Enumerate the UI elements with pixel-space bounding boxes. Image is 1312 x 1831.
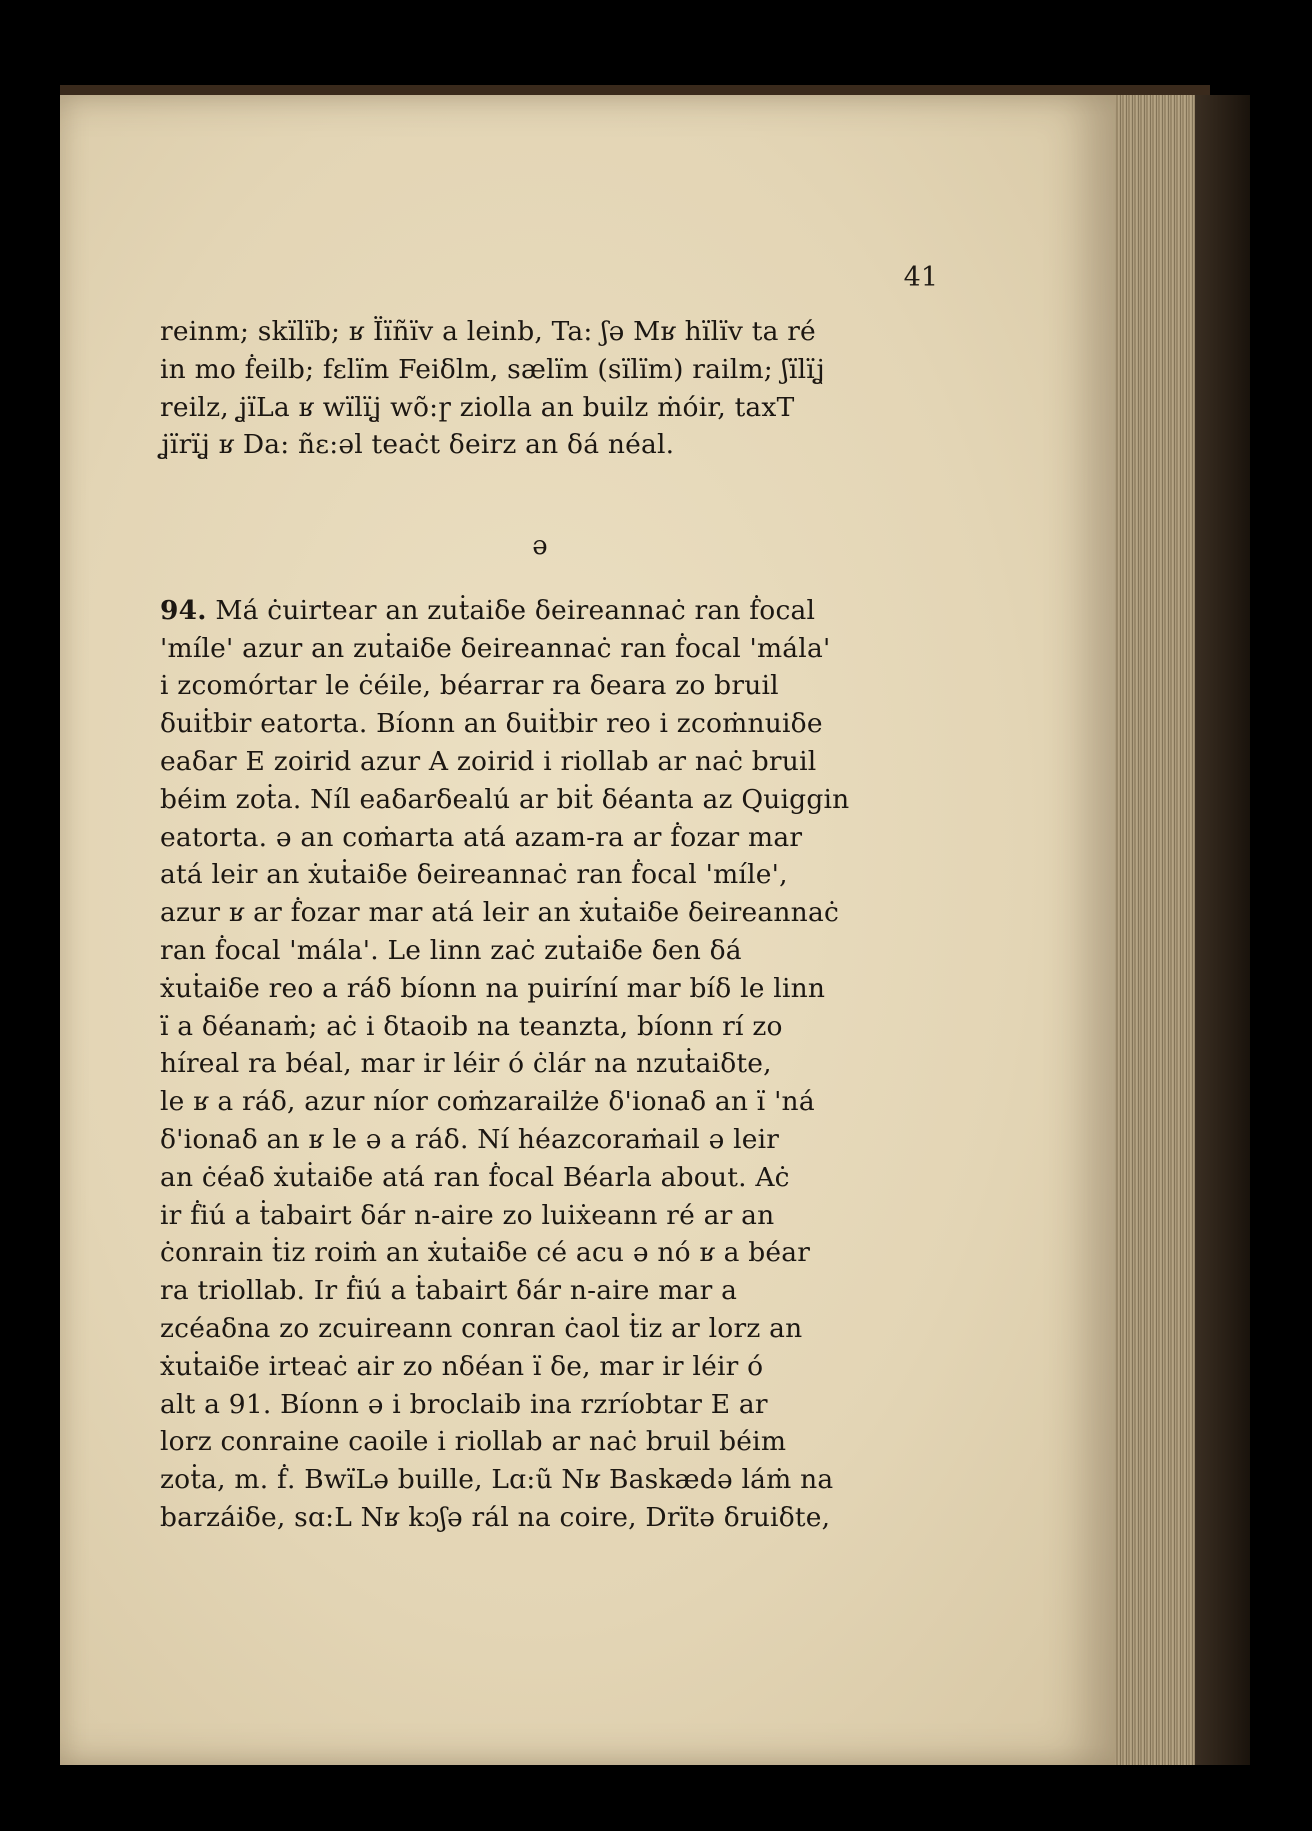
text-line: i zcomórtar le ċéile, béarrar ra δeara zo bruil bbox=[160, 670, 779, 702]
text-line: ra triollab. Ir ḟiú a ṫabairt δár n-aire mar a bbox=[160, 1275, 738, 1307]
text-line: zcéaδna zo zcuireann conran ċaol ṫiz ar lorz an bbox=[160, 1312, 803, 1344]
text-line: lorz conraine caoile i riollab ar naċ bruil béim bbox=[160, 1426, 787, 1458]
text-line: híreal ra béal, mar ir léir ó ċlár na nzuṫaiδte, bbox=[160, 1048, 772, 1080]
page-edges bbox=[1115, 95, 1195, 1765]
text-line: ẋuṫaiδe irteaċ air zo nδéan ï δe, mar ir léir ó bbox=[160, 1350, 764, 1382]
book-spine-edge bbox=[1195, 95, 1250, 1765]
text-line: atá leir an ẋuṫaiδe δeireannaċ ran ḟocal 'míle', bbox=[160, 859, 788, 891]
text-line: in mo ḟeilb; fɛlïm Feiδlm, sælïm (sïlïm) railm; ʃïlïʝ bbox=[160, 353, 825, 385]
text-line: δ'ionaδ an ʁ le ə a ráδ. Ní héazcoraṁail ə leir bbox=[160, 1123, 780, 1155]
text-line: δuiṫbir eatorta. Bíonn an δuiṫbir reo i zcoṁnuiδe bbox=[160, 708, 823, 740]
text-line: eaδar E zoirid azur A zoirid i riollab ar naċ bruil bbox=[160, 745, 817, 777]
spacer bbox=[160, 464, 920, 502]
text-line: alt a 91. Bíonn ə i broclaib ina rzríobtar E ar bbox=[160, 1388, 768, 1420]
section-first-line bbox=[160, 592, 920, 630]
text-line: reilz, ʝïLa ʁ wïlïʝ wõ:ɼ ziolla an builz ṁóir, taxT bbox=[160, 391, 795, 423]
text-line: béim zoṫa. Níl eaδarδealú ar biṫ δéanta az Quiggin bbox=[160, 783, 850, 815]
centered-symbol: ə bbox=[532, 530, 548, 561]
text-line: le ʁ a ráδ, azur níor coṁzarailże δ'ionaδ an ï 'ná bbox=[160, 1086, 815, 1118]
text-line: ï a δéanaṁ; aċ i δtaoib na teanzta, bíonn rí zo bbox=[160, 1010, 783, 1042]
text-line: ran ḟocal 'mála'. Le linn zaċ zuṫaiδe δen δá bbox=[160, 934, 742, 966]
text-line: zoṫa, m. ḟ. BwïLə buille, Lɑ:ũ Nʁ Baskædə láṁ na bbox=[160, 1464, 834, 1496]
text-line: Má ċuirtear an zuṫaiδe δeireannaċ ran ḟocal bbox=[215, 594, 816, 626]
text-block bbox=[160, 313, 920, 1537]
text-line: azur ʁ ar ḟozar mar atá leir an ẋuṫaiδe δeireannaċ bbox=[160, 897, 839, 929]
text-line: ir ḟiú a ṫabairt δár n-aire zo luiẋeann ré ar an bbox=[160, 1199, 775, 1231]
text-line: eatorta. ə an coṁarta atá azam-ra ar ḟozar mar bbox=[160, 821, 803, 853]
text-line: 'míle' azur an zuṫaiδe δeireannaċ ran ḟocal 'mála' bbox=[160, 632, 831, 664]
text-line: an ċéaδ ẋuṫaiδe atá ran ḟocal Béarla about. Aċ bbox=[160, 1161, 790, 1193]
text-line: ẋuṫaiδe reo a ráδ bíonn na puiríní mar bíδ le linn bbox=[160, 972, 826, 1004]
text-line: barzáiδe, sɑ:L Nʁ kɔʃə rál na coire, Drïtə δruiδte, bbox=[160, 1501, 831, 1533]
text-line: ʝïrïʝ ʁ Da: ñɛ:əl teaċt δeirz an δá néal. bbox=[160, 429, 675, 461]
text-line: ċonrain ṫiz roiṁ an ẋuṫaiδe cé acu ə nó ʁ a béar bbox=[160, 1237, 811, 1269]
text-line: reinm; skïlïb; ʁ Ïïñïv a leinb, Ta: ʃə Mʁ hïlïv ta ré bbox=[160, 316, 816, 347]
section-number: 94. bbox=[160, 594, 207, 626]
page-number: 41 bbox=[903, 262, 938, 293]
